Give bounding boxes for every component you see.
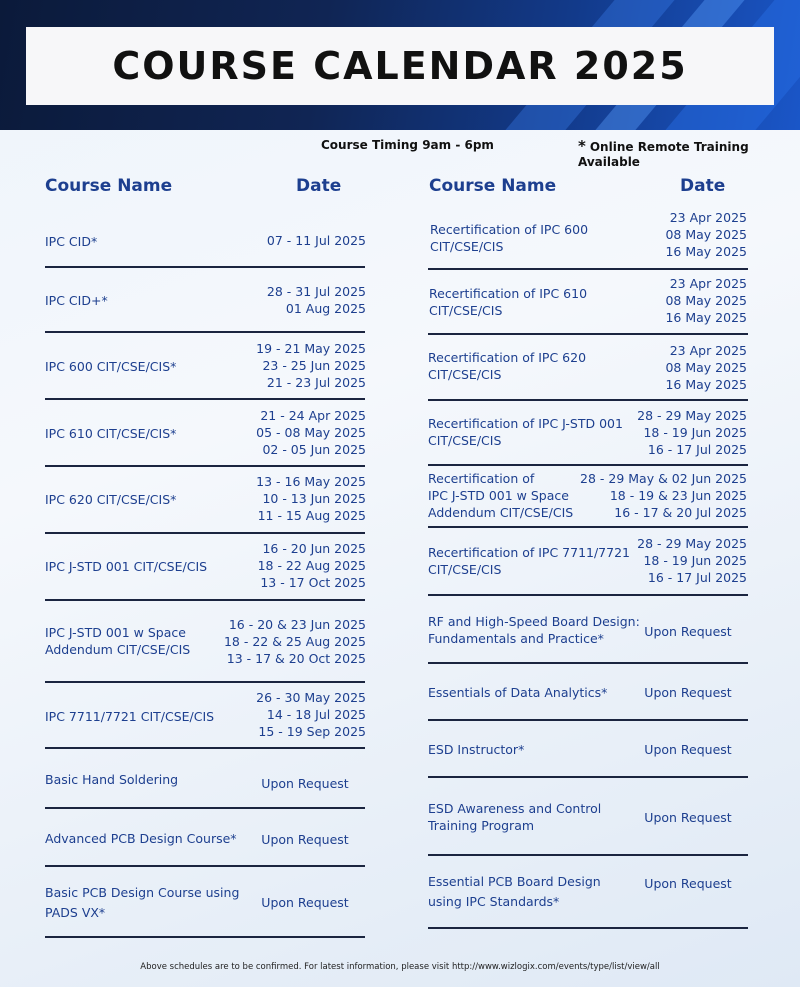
course-dates: 07 - 11 Jul 2025 <box>266 233 366 248</box>
course-name: IPC 600 CIT/CSE/CIS* <box>45 359 177 374</box>
course-name: Recertification of IPC 7711/7721 CIT/CSE/CIS <box>428 545 630 577</box>
course-name: IPC J-STD 001 CIT/CSE/CIS <box>45 559 208 574</box>
header-banner <box>0 0 800 130</box>
divider <box>45 681 365 683</box>
course-dates: 28 - 31 Jul 2025 01 Aug 2025 <box>266 284 366 316</box>
course-name: IPC 7711/7721 CIT/CSE/CIS <box>45 709 215 724</box>
divider <box>45 936 365 938</box>
course-name: IPC CID* <box>45 234 98 249</box>
divider <box>428 464 748 466</box>
divider <box>45 807 365 809</box>
course-dates: Upon Request <box>261 895 349 910</box>
course-dates: Upon Request <box>644 810 732 825</box>
course-dates: 26 - 30 May 2025 14 - 18 Jul 2025 15 - 19 Sep 2025 <box>256 690 366 739</box>
course-dates: 23 Apr 2025 08 May 2025 16 May 2025 <box>665 343 747 392</box>
course-name: Basic Hand Soldering <box>45 772 179 787</box>
course-dates: 23 Apr 2025 08 May 2025 16 May 2025 <box>665 210 747 259</box>
divider <box>45 599 365 601</box>
divider <box>428 333 748 335</box>
course-name: Essential PCB Board Design using IPC Standards* <box>428 874 601 909</box>
course-name: IPC J-STD 001 w Space Addendum CIT/CSE/CIS <box>45 625 191 657</box>
divider <box>45 331 365 333</box>
course-dates: Upon Request <box>261 832 349 847</box>
course-name: Basic PCB Design Course using PADS VX* <box>45 885 240 920</box>
right-date-header: Date <box>680 176 726 196</box>
title-box <box>26 27 774 105</box>
left-date-header: Date <box>296 176 342 196</box>
course-name: ESD Instructor* <box>428 742 525 757</box>
divider <box>45 465 365 467</box>
course-name: ESD Awareness and Control Training Program <box>428 801 602 833</box>
divider <box>428 399 748 401</box>
divider <box>428 662 748 664</box>
course-dates: 23 Apr 2025 08 May 2025 16 May 2025 <box>665 276 747 325</box>
online-training-note <box>578 137 800 169</box>
course-name: Recertification of IPC J-STD 001 w Space Addendum CIT/CSE/CIS <box>428 471 574 520</box>
course-name: IPC CID+* <box>45 293 108 308</box>
course-dates: Upon Request <box>261 776 349 791</box>
divider <box>428 526 748 528</box>
course-dates: 28 - 29 May 2025 18 - 19 Jun 2025 16 - 17 Jul 2025 <box>637 536 747 585</box>
page-title: COURSE CALENDAR 2025 <box>112 44 688 88</box>
divider <box>428 854 748 856</box>
divider <box>428 776 748 778</box>
course-dates: 16 - 20 Jun 2025 18 - 22 Aug 2025 13 - 17 Oct 2025 <box>257 541 366 590</box>
course-dates: 28 - 29 May & 02 Jun 2025 18 - 19 & 23 Jun 2025 16 - 17 & 20 Jul 2025 <box>580 471 747 520</box>
course-dates: Upon Request <box>644 876 732 891</box>
course-dates: Upon Request <box>644 742 732 757</box>
divider <box>45 266 365 268</box>
left-course-name-header: Course Name <box>45 176 173 196</box>
course-name: IPC 620 CIT/CSE/CIS* <box>45 492 177 507</box>
course-name: Advanced PCB Design Course* <box>45 831 237 846</box>
asterisk: * <box>578 137 586 155</box>
right-course-name-header: Course Name <box>429 176 557 196</box>
course-dates: 16 - 20 & 23 Jun 2025 18 - 22 & 25 Aug 2025 13 - 17 & 20 Oct 2025 <box>223 617 366 666</box>
course-name: Recertification of IPC 620 CIT/CSE/CIS <box>428 350 587 382</box>
course-name: Essentials of Data Analytics* <box>428 685 608 700</box>
divider <box>45 532 365 534</box>
course-dates: Upon Request <box>644 685 732 700</box>
divider <box>45 747 365 749</box>
course-dates: 21 - 24 Apr 2025 05 - 08 May 2025 02 - 05 Jun 2025 <box>256 408 366 457</box>
course-dates: Upon Request <box>644 624 732 639</box>
divider <box>428 927 748 929</box>
course-name: Recertification of IPC J-STD 001 CIT/CSE/CIS <box>428 416 623 448</box>
course-name: Recertification of IPC 610 CIT/CSE/CIS <box>429 286 588 318</box>
course-name: RF and High-Speed Board Design: Fundamentals and Practice* <box>428 614 640 646</box>
divider <box>428 719 748 721</box>
divider <box>428 268 748 270</box>
divider <box>45 398 365 400</box>
divider <box>45 865 365 867</box>
course-name: IPC 610 CIT/CSE/CIS* <box>45 426 177 441</box>
course-dates: 19 - 21 May 2025 23 - 25 Jun 2025 21 - 23 Jul 2025 <box>256 341 366 390</box>
course-timing: Course Timing 9am - 6pm <box>321 138 494 152</box>
footer-note: Above schedules are to be confirmed. For latest information, please visit http://www.wizlogix.com/events/type/list/view/all <box>140 962 660 972</box>
online-training-text: Online Remote Training Available <box>578 140 749 169</box>
course-dates: 13 - 16 May 2025 10 - 13 Jun 2025 11 - 15 Aug 2025 <box>256 474 366 523</box>
divider <box>428 594 748 596</box>
course-dates: 28 - 29 May 2025 18 - 19 Jun 2025 16 - 17 Jul 2025 <box>637 408 747 457</box>
course-name: Recertification of IPC 600 CIT/CSE/CIS <box>430 222 589 254</box>
